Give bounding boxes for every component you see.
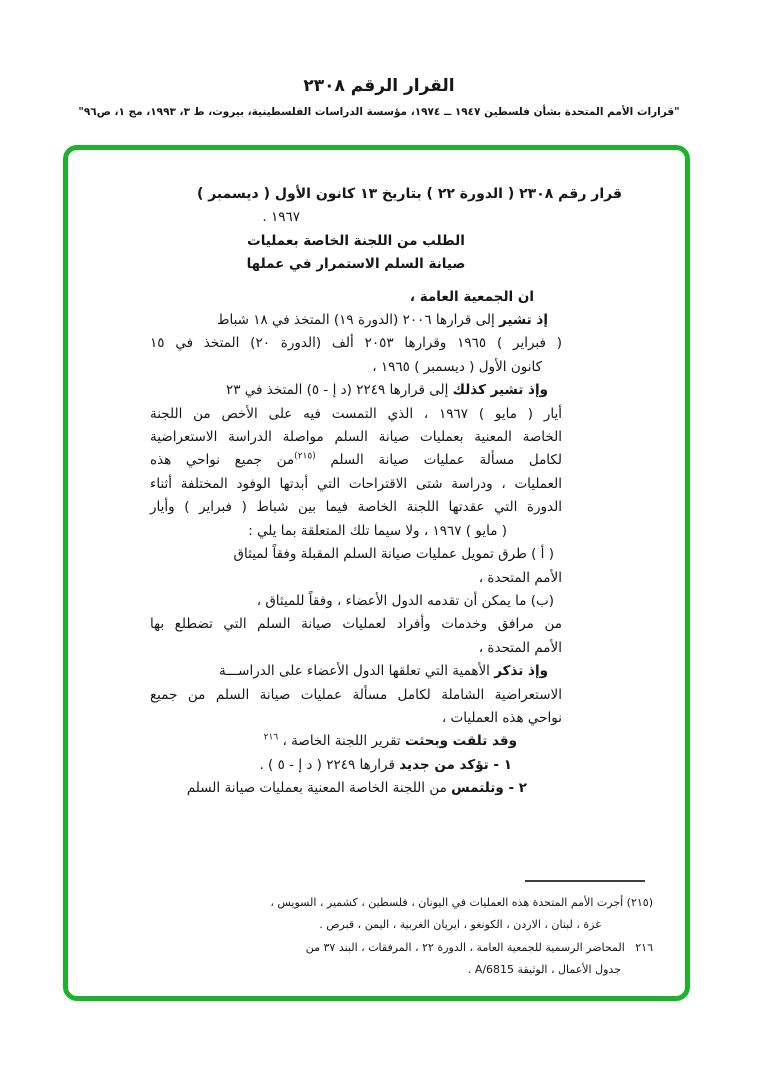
resolution-heading-date: ١٩٦٧ . <box>262 209 300 226</box>
body-line: ( مايو ) ١٩٦٧ ، ولا سيما تلك المتعلقة بما يلي : <box>248 522 507 539</box>
body-line: وإذ تشير كذلك إلى قرارها ٢٢٤٩ (د إ - ٥) المتخذ في ٢٣ <box>225 382 548 399</box>
body-line: نواحي هذه العمليات ، <box>441 709 562 726</box>
footnote-line-216-cont: جدول الأعمال ، الوثيقة A/6815 . <box>467 962 621 976</box>
resolution-heading-line: قرار رقم ٢٣٠٨ ( الدورة ٢٢ ) بتاريخ ١٣ كانون الأول ( ديسمبر ) <box>196 186 622 202</box>
body-line: الاستعراضية الشاملة لكامل مسألة عمليات صيانة السلم من جميع <box>150 686 562 703</box>
body-line: ان الجمعية العامة ، <box>409 288 534 305</box>
resolution-subtitle-line: الطلب من اللجنة الخاصة بعمليات <box>247 232 465 249</box>
body-line-operative-2: ٢ - وتلتمس من اللجنة الخاصة المعنية بعمليات صيانة السلم <box>186 780 527 797</box>
footnote-line-216: ٢١٦ المحاضر الرسمية للجمعية العامة ، الدورة ٢٢ ، المرفقات ، البند ٣٧ من <box>305 940 653 954</box>
resolution-body <box>150 183 622 801</box>
body-line: كانون الأول ( ديسمبر ) ١٩٦٥ ، <box>372 358 542 375</box>
body-line: الخاصة المعنية بعمليات صيانة السلم مواصلة الدراسة الاستعراضية <box>150 429 562 446</box>
body-line: ( فبراير ) ١٩٦٥ وقرارها ٢٠٥٣ ألف (الدورة ٢٠) المتخذ في ١٥ <box>150 335 563 352</box>
body-line-item-a: ( أ ) طرق تمويل عمليات صيانة السلم المقبلة وفقاً لميثاق <box>233 546 554 563</box>
body-line: الأمم المتحدة ، <box>478 569 562 586</box>
body-line: أيار ( مايو ) ١٩٦٧ ، الذي التمست فيه على الأخص من اللجنة <box>150 405 562 422</box>
body-line: وإذ تذكر الأهمية التي تعلقها الدول الأعضاء على الدراســـة <box>219 663 548 680</box>
resolution-subtitle-line: صيانة السلم الاستمرار في عملها <box>246 256 466 273</box>
footnote-separator <box>525 880 645 882</box>
source-citation: "قرارات الأمم المتحدة بشأن فلسطين ١٩٤٧ ــ ١٩٧٤، مؤسسة الدراسات الفلسطينية، بيروت، ط ٣، ١٩٩٣، مج ١، ص٩٦" <box>78 106 680 118</box>
body-line: الدورة التي عقدتها اللجنة الخاصة فيما بين شباط ( فبراير ) وأيار <box>150 499 562 516</box>
body-line-operative-1: ١ - تؤكد من جديد قرارها ٢٢٤٩ ( د إ - ٥ ) . <box>259 756 512 773</box>
body-line: الأمم المتحدة ، <box>478 639 562 656</box>
body-line: من مرافق وخدمات وأفراد لعمليات صيانة السلم التي تضطلع بها <box>150 616 562 633</box>
body-line-item-b: (ب) ما يمكن أن تقدمه الدول الأعضاء ، وفقاً للميثاق ، <box>256 592 554 609</box>
footnote-ref-216: ٢١٦ <box>263 732 279 743</box>
footnotes-block <box>105 892 653 981</box>
footnote-line-215: (٢١٥) أجرت الأمم المتحدة هذه العمليات في اليونان ، فلسطين ، كشمير ، السويس ، <box>270 896 653 909</box>
body-line: لكامل مسألة عمليات صيانة السلم $^{(٢١٥)}$من جميع نواحي هذه <box>150 451 562 469</box>
body-line: العمليات ، ودراسة شتى الاقتراحات التي أبدتها الوفود المختلفة أثناء <box>150 475 562 492</box>
document-title: القرار الرقم ٢٣٠٨ <box>303 76 455 96</box>
body-line: وقد تلقت وبحثت تقرير اللجنة الخاصة ، $^{٢١٦}$ <box>263 732 517 750</box>
footnote-ref-215: (٢١٥) <box>294 451 316 462</box>
body-line: إذ تشير إلى قرارها ٢٠٠٦ (الدورة ١٩) المتخذ في ١٨ شباط <box>216 312 548 329</box>
footnote-line-215-cont: غزة ، لبنان ، الاردن ، الكونغو ، ايريان الغربية ، اليمن ، قبرص . <box>319 918 601 932</box>
